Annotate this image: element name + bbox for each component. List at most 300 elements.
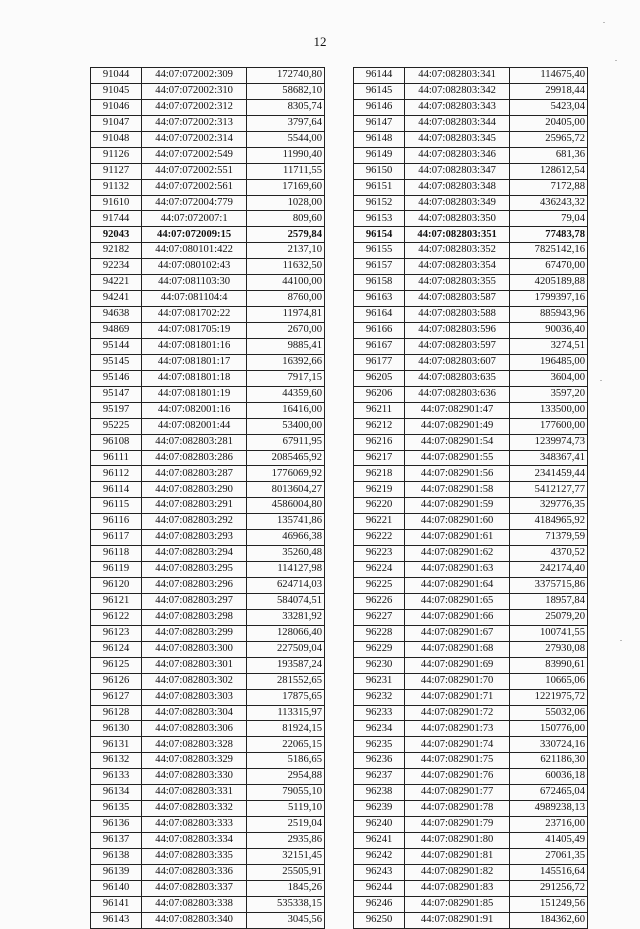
cadastral-number-cell: 44:07:082803:304 xyxy=(142,705,247,721)
table-row xyxy=(354,912,588,928)
parcel-number-cell: 96244 xyxy=(354,880,405,896)
parcel-number-cell: 95225 xyxy=(91,418,142,434)
parcel-number-cell: 96240 xyxy=(354,817,405,833)
table-row xyxy=(91,801,325,817)
area-cell: 135741,86 xyxy=(247,514,325,530)
area-cell: 2935,86 xyxy=(247,833,325,849)
cadastral-number-cell: 44:07:082803:334 xyxy=(142,833,247,849)
cadastral-number-cell: 44:07:082901:55 xyxy=(405,450,510,466)
table-row xyxy=(354,514,588,530)
cadastral-number-cell: 44:07:082901:72 xyxy=(405,705,510,721)
table-row xyxy=(91,354,325,370)
parcel-number-cell: 96154 xyxy=(354,227,405,243)
parcel-number-cell: 96122 xyxy=(91,609,142,625)
table-row xyxy=(354,593,588,609)
table-row xyxy=(354,482,588,498)
parcel-number-cell: 96124 xyxy=(91,641,142,657)
cadastral-number-cell: 44:07:082901:67 xyxy=(405,625,510,641)
area-cell: 60036,18 xyxy=(510,769,588,785)
parcel-number-cell: 96205 xyxy=(354,370,405,386)
cadastral-number-cell: 44:07:082901:80 xyxy=(405,833,510,849)
parcel-number-cell: 96231 xyxy=(354,673,405,689)
parcel-number-cell: 92043 xyxy=(91,227,142,243)
area-cell: 4989238,13 xyxy=(510,801,588,817)
area-cell: 11990,40 xyxy=(247,147,325,163)
area-cell: 3375715,86 xyxy=(510,578,588,594)
cadastral-number-cell: 44:07:072002:561 xyxy=(142,179,247,195)
parcel-number-cell: 96123 xyxy=(91,625,142,641)
table-row xyxy=(354,99,588,115)
area-cell: 17169,60 xyxy=(247,179,325,195)
parcel-number-cell: 91044 xyxy=(91,68,142,84)
table-row xyxy=(91,625,325,641)
table-row xyxy=(354,259,588,275)
table-row xyxy=(354,386,588,402)
area-cell: 7917,15 xyxy=(247,370,325,386)
area-cell: 27061,35 xyxy=(510,848,588,864)
cadastral-number-cell: 44:07:082803:300 xyxy=(142,641,247,657)
area-cell: 11974,81 xyxy=(247,307,325,323)
area-cell: 535338,15 xyxy=(247,896,325,912)
table-row xyxy=(91,912,325,928)
area-cell: 291256,72 xyxy=(510,880,588,896)
area-cell: 1028,00 xyxy=(247,195,325,211)
area-cell: 348367,41 xyxy=(510,450,588,466)
area-cell: 7172,88 xyxy=(510,179,588,195)
table-row xyxy=(91,99,325,115)
area-cell: 79,04 xyxy=(510,211,588,227)
area-cell: 330724,16 xyxy=(510,737,588,753)
cadastral-number-cell: 44:07:082803:588 xyxy=(405,307,510,323)
parcel-number-cell: 94869 xyxy=(91,323,142,339)
parcel-number-cell: 96149 xyxy=(354,147,405,163)
parcel-number-cell: 96141 xyxy=(91,896,142,912)
cadastral-number-cell: 44:07:082803:292 xyxy=(142,514,247,530)
table-row xyxy=(354,673,588,689)
parcel-number-cell: 96131 xyxy=(91,737,142,753)
area-cell: 3274,51 xyxy=(510,338,588,354)
parcel-number-cell: 96127 xyxy=(91,689,142,705)
page-number: 12 xyxy=(313,34,327,49)
table-row xyxy=(354,641,588,657)
parcel-number-cell: 96120 xyxy=(91,578,142,594)
parcel-number-cell: 96108 xyxy=(91,434,142,450)
parcel-number-cell: 96167 xyxy=(354,338,405,354)
area-cell: 281552,65 xyxy=(247,673,325,689)
table-row xyxy=(354,323,588,339)
table-row xyxy=(354,163,588,179)
cadastral-number-cell: 44:07:082901:58 xyxy=(405,482,510,498)
area-cell: 71379,59 xyxy=(510,530,588,546)
table-row xyxy=(91,259,325,275)
area-cell: 90036,40 xyxy=(510,323,588,339)
cadastral-number-cell: 44:07:082803:587 xyxy=(405,291,510,307)
parcel-number-cell: 96139 xyxy=(91,864,142,880)
cadastral-number-cell: 44:07:082803:335 xyxy=(142,848,247,864)
table-row xyxy=(91,880,325,896)
parcel-number-cell: 96128 xyxy=(91,705,142,721)
area-cell: 11711,55 xyxy=(247,163,325,179)
cadastral-number-cell: 44:07:082803:351 xyxy=(405,227,510,243)
parcel-number-cell: 96134 xyxy=(91,785,142,801)
parcel-number-cell: 96153 xyxy=(354,211,405,227)
table-row xyxy=(354,721,588,737)
table-row xyxy=(91,578,325,594)
cadastral-number-cell: 44:07:072009:15 xyxy=(142,227,247,243)
table-row xyxy=(354,753,588,769)
area-cell: 809,60 xyxy=(247,211,325,227)
parcel-number-cell: 96147 xyxy=(354,115,405,131)
area-cell: 177600,00 xyxy=(510,418,588,434)
table-row xyxy=(354,179,588,195)
table-row xyxy=(91,147,325,163)
area-cell: 2085465,92 xyxy=(247,450,325,466)
area-cell: 67470,00 xyxy=(510,259,588,275)
table-row xyxy=(91,275,325,291)
area-cell: 151249,56 xyxy=(510,896,588,912)
cadastral-number-cell: 44:07:082901:82 xyxy=(405,864,510,880)
parcel-number-cell: 96250 xyxy=(354,912,405,928)
parcel-number-cell: 91045 xyxy=(91,83,142,99)
table-row xyxy=(354,211,588,227)
table-row xyxy=(354,291,588,307)
area-cell: 672465,04 xyxy=(510,785,588,801)
area-cell: 35260,48 xyxy=(247,546,325,562)
parcel-number-cell: 96232 xyxy=(354,689,405,705)
parcel-number-cell: 96243 xyxy=(354,864,405,880)
parcel-number-cell: 96145 xyxy=(354,83,405,99)
parcel-number-cell: 94241 xyxy=(91,291,142,307)
table-row xyxy=(91,482,325,498)
area-cell: 23716,00 xyxy=(510,817,588,833)
table-row xyxy=(91,195,325,211)
cadastral-number-cell: 44:07:082901:65 xyxy=(405,593,510,609)
cadastral-number-cell: 44:07:081801:19 xyxy=(142,386,247,402)
cadastral-number-cell: 44:07:080102:43 xyxy=(142,259,247,275)
area-cell: 100741,55 xyxy=(510,625,588,641)
parcel-number-cell: 94638 xyxy=(91,307,142,323)
area-cell: 329776,35 xyxy=(510,498,588,514)
table-row xyxy=(354,689,588,705)
table-row xyxy=(354,307,588,323)
cadastral-number-cell: 44:07:082803:329 xyxy=(142,753,247,769)
parcel-number-cell: 95197 xyxy=(91,402,142,418)
table-row xyxy=(354,195,588,211)
parcel-number-cell: 96143 xyxy=(91,912,142,928)
table-row xyxy=(91,562,325,578)
table-row xyxy=(354,370,588,386)
cadastral-number-cell: 44:07:082901:60 xyxy=(405,514,510,530)
cadastral-number-cell: 44:07:082803:297 xyxy=(142,593,247,609)
area-cell: 584074,51 xyxy=(247,593,325,609)
area-cell: 55032,06 xyxy=(510,705,588,721)
parcel-number-cell: 96155 xyxy=(354,243,405,259)
cadastral-number-cell: 44:07:082803:344 xyxy=(405,115,510,131)
cadastral-number-cell: 44:07:082803:306 xyxy=(142,721,247,737)
area-cell: 16392,66 xyxy=(247,354,325,370)
table-row xyxy=(354,769,588,785)
area-cell: 193587,24 xyxy=(247,657,325,673)
parcel-number-cell: 96114 xyxy=(91,482,142,498)
parcel-number-cell: 96212 xyxy=(354,418,405,434)
area-cell: 3597,20 xyxy=(510,386,588,402)
parcel-number-cell: 96225 xyxy=(354,578,405,594)
cadastral-number-cell: 44:07:072002:314 xyxy=(142,131,247,147)
table-row xyxy=(91,641,325,657)
table-row xyxy=(91,83,325,99)
parcel-number-cell: 96177 xyxy=(354,354,405,370)
area-cell: 22065,15 xyxy=(247,737,325,753)
parcel-number-cell: 96140 xyxy=(91,880,142,896)
table-row xyxy=(91,753,325,769)
cadastral-number-cell: 44:07:080101:422 xyxy=(142,243,247,259)
parcel-number-cell: 91126 xyxy=(91,147,142,163)
parcel-number-cell: 96137 xyxy=(91,833,142,849)
cadastral-number-cell: 44:07:082803:303 xyxy=(142,689,247,705)
area-cell: 624714,03 xyxy=(247,578,325,594)
table-row xyxy=(91,386,325,402)
cadastral-number-cell: 44:07:082803:328 xyxy=(142,737,247,753)
parcel-number-cell: 91047 xyxy=(91,115,142,131)
parcel-number-cell: 95144 xyxy=(91,338,142,354)
area-cell: 885943,96 xyxy=(510,307,588,323)
parcel-number-cell: 96112 xyxy=(91,466,142,482)
parcel-number-cell: 92234 xyxy=(91,259,142,275)
cadastral-number-cell: 44:07:072004:779 xyxy=(142,195,247,211)
cadastral-number-cell: 44:07:082803:607 xyxy=(405,354,510,370)
cadastral-number-cell: 44:07:082803:342 xyxy=(405,83,510,99)
table-row xyxy=(91,179,325,195)
cadastral-table-left xyxy=(90,67,325,929)
table-row xyxy=(91,769,325,785)
cadastral-number-cell: 44:07:082803:354 xyxy=(405,259,510,275)
cadastral-number-cell: 44:07:082901:73 xyxy=(405,721,510,737)
table-row xyxy=(91,514,325,530)
table-row xyxy=(91,115,325,131)
cadastral-number-cell: 44:07:082901:56 xyxy=(405,466,510,482)
cadastral-number-cell: 44:07:082803:597 xyxy=(405,338,510,354)
area-cell: 32151,45 xyxy=(247,848,325,864)
cadastral-number-cell: 44:07:082803:340 xyxy=(142,912,247,928)
parcel-number-cell: 96115 xyxy=(91,498,142,514)
cadastral-number-cell: 44:07:082901:81 xyxy=(405,848,510,864)
table-row xyxy=(354,450,588,466)
table-row xyxy=(91,864,325,880)
table-row xyxy=(91,450,325,466)
cadastral-number-cell: 44:07:082901:64 xyxy=(405,578,510,594)
table-row xyxy=(354,801,588,817)
parcel-number-cell: 96242 xyxy=(354,848,405,864)
area-cell: 128612,54 xyxy=(510,163,588,179)
parcel-number-cell: 91127 xyxy=(91,163,142,179)
parcel-number-cell: 94221 xyxy=(91,275,142,291)
area-cell: 41405,49 xyxy=(510,833,588,849)
cadastral-number-cell: 44:07:082803:332 xyxy=(142,801,247,817)
table-row xyxy=(91,848,325,864)
cadastral-number-cell: 44:07:081705:19 xyxy=(142,323,247,339)
table-row xyxy=(354,625,588,641)
parcel-number-cell: 96211 xyxy=(354,402,405,418)
cadastral-number-cell: 44:07:082803:341 xyxy=(405,68,510,84)
parcel-number-cell: 95146 xyxy=(91,370,142,386)
table-row xyxy=(91,833,325,849)
scan-speck xyxy=(620,640,622,641)
table-row xyxy=(91,291,325,307)
cadastral-number-cell: 44:07:082803:293 xyxy=(142,530,247,546)
cadastral-number-cell: 44:07:081801:16 xyxy=(142,338,247,354)
parcel-number-cell: 96126 xyxy=(91,673,142,689)
area-cell: 29918,44 xyxy=(510,83,588,99)
table-row xyxy=(354,83,588,99)
area-cell: 7825142,16 xyxy=(510,243,588,259)
parcel-number-cell: 96135 xyxy=(91,801,142,817)
table-row xyxy=(354,530,588,546)
cadastral-number-cell: 44:07:072002:549 xyxy=(142,147,247,163)
cadastral-number-cell: 44:07:082901:49 xyxy=(405,418,510,434)
parcel-number-cell: 96237 xyxy=(354,769,405,785)
table-row xyxy=(354,833,588,849)
parcel-number-cell: 91046 xyxy=(91,99,142,115)
area-cell: 681,36 xyxy=(510,147,588,163)
table-row xyxy=(91,338,325,354)
cadastral-number-cell: 44:07:081104:4 xyxy=(142,291,247,307)
parcel-number-cell: 96125 xyxy=(91,657,142,673)
cadastral-number-cell: 44:07:082803:343 xyxy=(405,99,510,115)
parcel-number-cell: 96146 xyxy=(354,99,405,115)
parcel-number-cell: 96148 xyxy=(354,131,405,147)
table-row xyxy=(354,418,588,434)
cadastral-number-cell: 44:07:082803:299 xyxy=(142,625,247,641)
cadastral-number-cell: 44:07:082803:286 xyxy=(142,450,247,466)
cadastral-number-cell: 44:07:082901:47 xyxy=(405,402,510,418)
parcel-number-cell: 96206 xyxy=(354,386,405,402)
cadastral-number-cell: 44:07:082803:287 xyxy=(142,466,247,482)
area-cell: 25965,72 xyxy=(510,131,588,147)
cadastral-number-cell: 44:07:082803:296 xyxy=(142,578,247,594)
cadastral-number-cell: 44:07:072007:1 xyxy=(142,211,247,227)
area-cell: 114675,40 xyxy=(510,68,588,84)
table-row xyxy=(354,147,588,163)
area-cell: 227509,04 xyxy=(247,641,325,657)
parcel-number-cell: 96239 xyxy=(354,801,405,817)
area-cell: 16416,00 xyxy=(247,402,325,418)
area-cell: 3045,56 xyxy=(247,912,325,928)
cadastral-number-cell: 44:07:082803:350 xyxy=(405,211,510,227)
area-cell: 44100,00 xyxy=(247,275,325,291)
area-cell: 33281,92 xyxy=(247,609,325,625)
table-row xyxy=(91,68,325,84)
cadastral-number-cell: 44:07:082901:63 xyxy=(405,562,510,578)
cadastral-number-cell: 44:07:081801:18 xyxy=(142,370,247,386)
table-row xyxy=(91,673,325,689)
cadastral-number-cell: 44:07:082803:338 xyxy=(142,896,247,912)
table-row xyxy=(91,370,325,386)
parcel-number-cell: 96136 xyxy=(91,817,142,833)
parcel-number-cell: 96226 xyxy=(354,593,405,609)
parcel-number-cell: 96163 xyxy=(354,291,405,307)
parcel-number-cell: 96118 xyxy=(91,546,142,562)
area-cell: 17875,65 xyxy=(247,689,325,705)
area-cell: 25079,20 xyxy=(510,609,588,625)
area-cell: 5119,10 xyxy=(247,801,325,817)
area-cell: 2670,00 xyxy=(247,323,325,339)
area-cell: 172740,80 xyxy=(247,68,325,84)
table-row xyxy=(354,864,588,880)
area-cell: 2137,10 xyxy=(247,243,325,259)
table-row xyxy=(91,466,325,482)
area-cell: 11632,50 xyxy=(247,259,325,275)
table-row xyxy=(91,498,325,514)
parcel-number-cell: 96234 xyxy=(354,721,405,737)
cadastral-number-cell: 44:07:082901:76 xyxy=(405,769,510,785)
area-cell: 5186,65 xyxy=(247,753,325,769)
area-cell: 196485,00 xyxy=(510,354,588,370)
area-cell: 8013604,27 xyxy=(247,482,325,498)
area-cell: 1239974,73 xyxy=(510,434,588,450)
cadastral-number-cell: 44:07:082803:635 xyxy=(405,370,510,386)
parcel-number-cell: 96229 xyxy=(354,641,405,657)
area-cell: 18957,84 xyxy=(510,593,588,609)
parcel-number-cell: 96164 xyxy=(354,307,405,323)
cadastral-number-cell: 44:07:082901:68 xyxy=(405,641,510,657)
parcel-number-cell: 91610 xyxy=(91,195,142,211)
cadastral-number-cell: 44:07:082001:16 xyxy=(142,402,247,418)
parcel-number-cell: 96219 xyxy=(354,482,405,498)
table-row xyxy=(354,562,588,578)
area-cell: 4370,52 xyxy=(510,546,588,562)
table-row xyxy=(91,785,325,801)
cadastral-number-cell: 44:07:082901:91 xyxy=(405,912,510,928)
cadastral-number-cell: 44:07:082901:61 xyxy=(405,530,510,546)
area-cell: 436243,32 xyxy=(510,195,588,211)
table-row xyxy=(91,243,325,259)
cadastral-number-cell: 44:07:082901:66 xyxy=(405,609,510,625)
table-row xyxy=(91,609,325,625)
cadastral-number-cell: 44:07:072002:310 xyxy=(142,83,247,99)
table-row xyxy=(91,689,325,705)
scan-speck xyxy=(603,22,605,23)
table-row xyxy=(91,402,325,418)
cadastral-number-cell: 44:07:081103:30 xyxy=(142,275,247,291)
cadastral-number-cell: 44:07:082803:301 xyxy=(142,657,247,673)
parcel-number-cell: 96233 xyxy=(354,705,405,721)
area-cell: 2954,88 xyxy=(247,769,325,785)
cadastral-number-cell: 44:07:082803:295 xyxy=(142,562,247,578)
table-row xyxy=(91,546,325,562)
table-row xyxy=(354,817,588,833)
parcel-number-cell: 96236 xyxy=(354,753,405,769)
cadastral-number-cell: 44:07:082803:345 xyxy=(405,131,510,147)
area-cell: 8760,00 xyxy=(247,291,325,307)
table-row xyxy=(91,211,325,227)
cadastral-number-cell: 44:07:082803:352 xyxy=(405,243,510,259)
area-cell: 1799397,16 xyxy=(510,291,588,307)
area-cell: 1221975,72 xyxy=(510,689,588,705)
area-cell: 67911,95 xyxy=(247,434,325,450)
area-cell: 46966,38 xyxy=(247,530,325,546)
cadastral-number-cell: 44:07:082901:75 xyxy=(405,753,510,769)
parcel-number-cell: 96222 xyxy=(354,530,405,546)
table-row xyxy=(354,402,588,418)
parcel-number-cell: 96216 xyxy=(354,434,405,450)
cadastral-number-cell: 44:07:081702:22 xyxy=(142,307,247,323)
area-cell: 44359,60 xyxy=(247,386,325,402)
parcel-number-cell: 96235 xyxy=(354,737,405,753)
table-row xyxy=(354,737,588,753)
area-cell: 114127,98 xyxy=(247,562,325,578)
parcel-number-cell: 91132 xyxy=(91,179,142,195)
parcel-number-cell: 96151 xyxy=(354,179,405,195)
